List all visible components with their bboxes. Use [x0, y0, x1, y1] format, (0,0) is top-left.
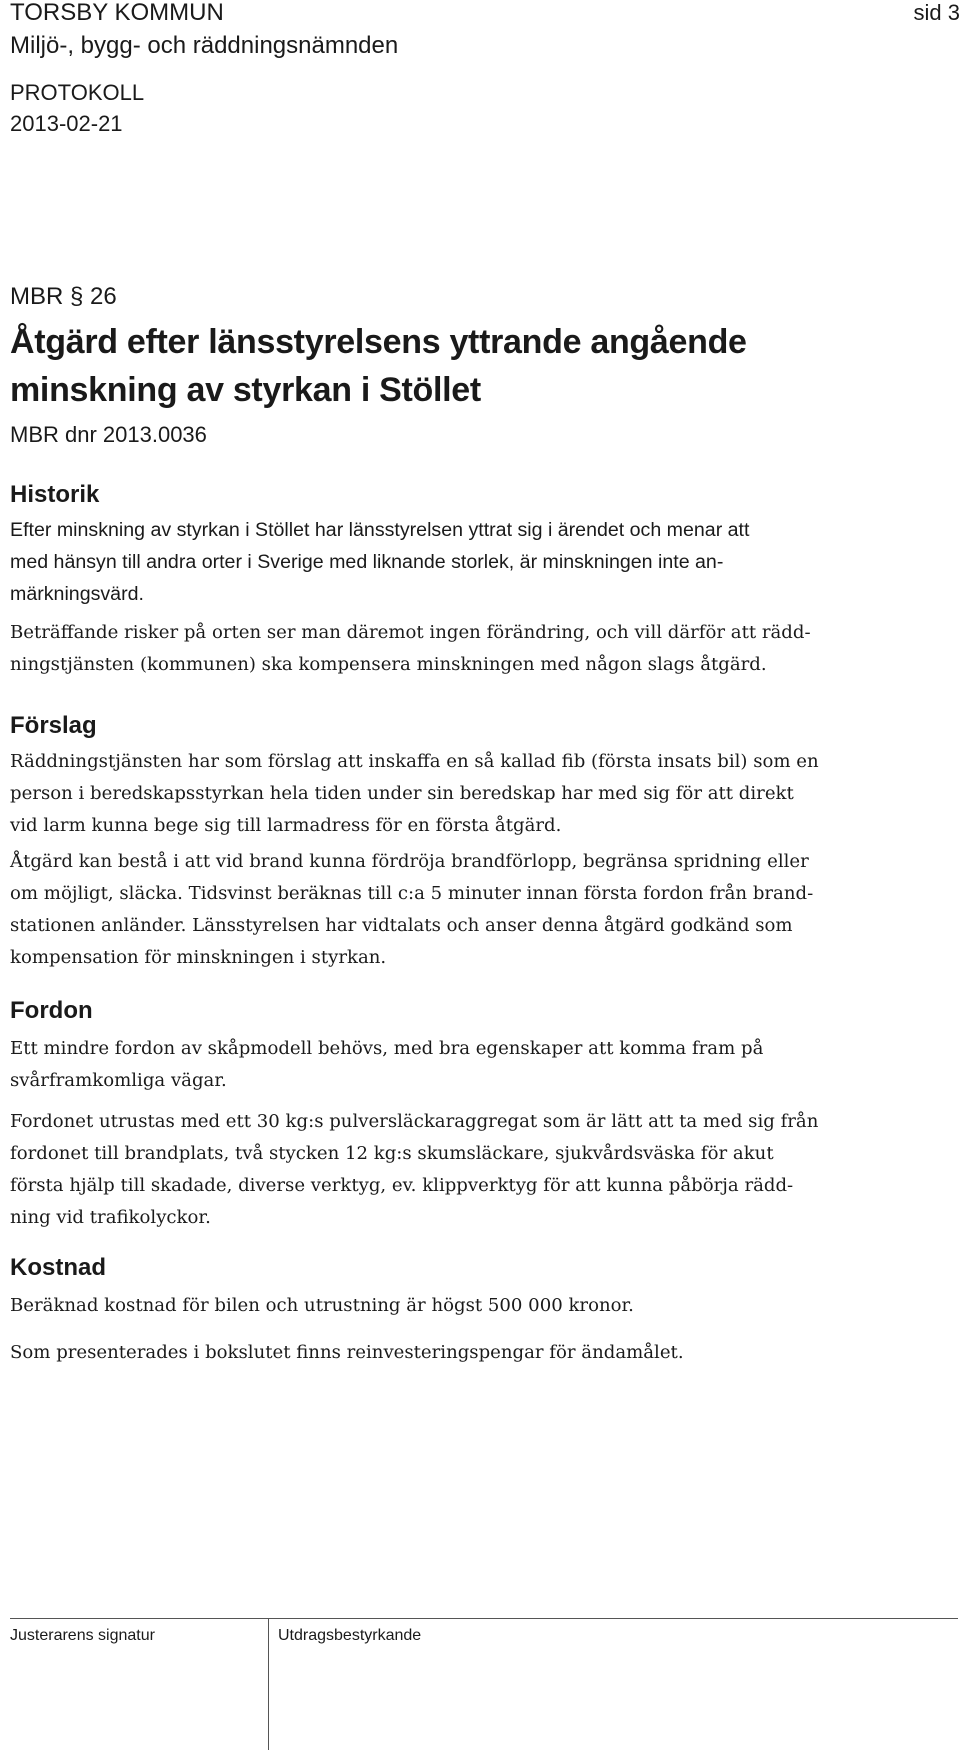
forslag-paragraph-1 — [10, 746, 819, 842]
text-line: Beräknad kostnad för bilen och utrustning är högst 500 000 kronor. — [10, 1295, 634, 1316]
kostnad-paragraph-2 — [10, 1337, 684, 1369]
text-line: Räddningstjänsten har som förslag att inskaffa en så kallad fib (första insats bil) som en — [10, 751, 819, 772]
fordon-paragraph-2 — [10, 1106, 818, 1234]
fordon-paragraph-1 — [10, 1033, 763, 1097]
section-heading-fordon: Fordon — [10, 997, 93, 1024]
text-line: med hänsyn till andra orter i Sverige med liknande storlek, är minskningen inte an- — [10, 551, 724, 573]
text-line: fordonet till brandplats, två stycken 12 kg:s skumsläckare, sjukvårdsväska för akut — [10, 1143, 774, 1164]
text-line: Efter minskning av styrkan i Stöllet har länsstyrelsen yttrat sig i ärendet och menar att — [10, 519, 750, 541]
text-line: Ett mindre fordon av skåpmodell behövs, med bra egenskaper att komma fram på — [10, 1038, 764, 1059]
case-number: MBR § 26 — [10, 283, 117, 310]
footer-divider — [10, 1618, 958, 1619]
text-line: ningstjänsten (kommunen) ska kompensera minskningen med någon slags åtgärd. — [10, 654, 767, 675]
case-dnr: MBR dnr 2013.0036 — [10, 422, 207, 447]
kostnad-paragraph-1 — [10, 1290, 634, 1322]
signature-field-label: Justerarens signatur — [10, 1627, 155, 1644]
text-line: Fordonet utrustas med ett 30 kg:s pulversläckaraggregat som är lätt att ta med sig från — [10, 1111, 819, 1132]
case-title-line: minskning av styrkan i Stöllet — [10, 371, 481, 409]
text-line: stationen anländer. Länsstyrelsen har vidtalats och anser denna åtgärd godkänd som — [10, 915, 793, 936]
section-heading-forslag: Förslag — [10, 712, 97, 739]
org-name: TORSBY KOMMUN — [10, 0, 224, 26]
case-title-line: Åtgärd efter länsstyrelsens yttrande angående — [10, 323, 747, 361]
page-number: sid 3 — [913, 0, 960, 25]
text-line: person i beredskapsstyrkan hela tiden under sin beredskap har med sig för att direkt — [10, 783, 794, 804]
historik-paragraph-2 — [10, 617, 811, 681]
forslag-paragraph-2 — [10, 846, 813, 974]
case-title — [10, 318, 747, 414]
text-line: kompensation för minskningen i styrkan. — [10, 947, 387, 968]
historik-paragraph-1 — [10, 514, 749, 610]
text-line: Som presenterades i bokslutet finns reinvesteringspengar för ändamålet. — [10, 1342, 684, 1363]
text-line: ning vid trafikolyckor. — [10, 1207, 211, 1228]
footer-column-divider — [268, 1618, 269, 1750]
text-line: Åtgärd kan bestå i att vid brand kunna fördröja brandförlopp, begränsa spridning eller — [10, 851, 809, 872]
section-heading-kostnad: Kostnad — [10, 1254, 106, 1281]
document-type: PROTOKOLL — [10, 80, 145, 105]
text-line: vid larm kunna bege sig till larmadress för en första åtgärd. — [10, 815, 562, 836]
section-heading-historik: Historik — [10, 481, 100, 508]
text-line: märkningsvärd. — [10, 583, 144, 605]
text-line: om möjligt, släcka. Tidsvinst beräknas till c:a 5 minuter innan första fordon från brand- — [10, 883, 814, 904]
committee-name: Miljö-, bygg- och räddningsnämnden — [10, 32, 399, 59]
text-line: Beträffande risker på orten ser man däremot ingen förändring, och vill därför att rädd- — [10, 622, 811, 643]
text-line: svårframkomliga vägar. — [10, 1070, 227, 1091]
text-line: första hjälp till skadade, diverse verktyg, ev. klippverktyg för att kunna påbörja rädd- — [10, 1175, 794, 1196]
certification-field-label: Utdragsbestyrkande — [278, 1627, 422, 1644]
meeting-date: 2013-02-21 — [10, 111, 123, 136]
